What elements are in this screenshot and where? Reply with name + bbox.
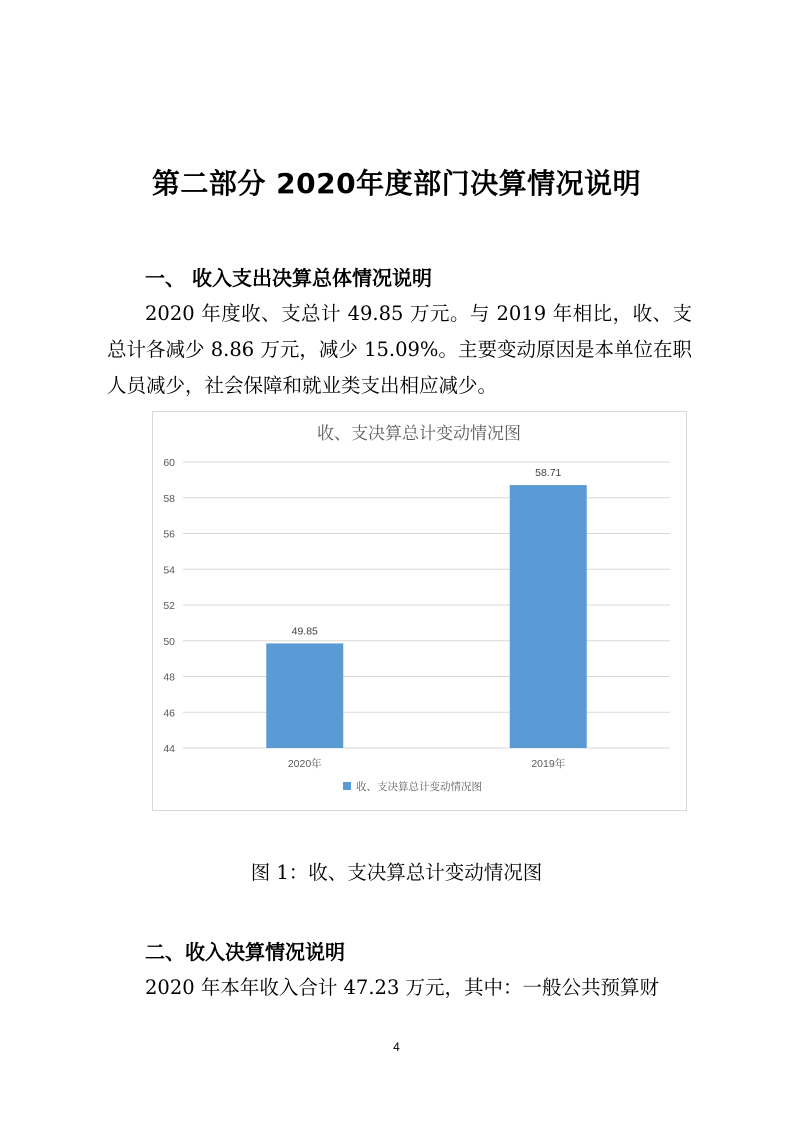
bar-chart: [153, 412, 686, 810]
figure-caption: 图 1：收、支决算总计变动情况图: [250, 861, 543, 884]
data-label: 58.71: [535, 467, 562, 480]
bar: [266, 643, 343, 748]
y-tick-label: 50: [163, 635, 175, 648]
section-paragraph-2: [107, 970, 692, 1006]
section-heading-1: 一、 收入支出决算总体情况说明: [145, 266, 432, 290]
legend-swatch: [343, 782, 351, 790]
section-heading-2: 二、收入决算情况说明: [145, 940, 345, 964]
x-tick-label: 2019年: [531, 758, 566, 770]
y-tick-label: 52: [163, 600, 175, 612]
y-tick-label: 60: [163, 457, 175, 469]
chart-title: 收、支决算总计变动情况图: [317, 424, 521, 443]
page-title: 第二部分 2020年度部门决算情况说明: [151, 167, 642, 200]
paragraph-text: 2020 年度收、支总计 49.85 万元。与 2019 年相比，收、支总计各减少 8.86 万元，减少 15.09%。主要变动原因是本单位在职人员减少，社会保障和就业类支出相应减少。: [107, 302, 692, 397]
y-tick-label: 56: [163, 528, 175, 541]
bar: [510, 485, 587, 748]
y-tick-label: 58: [163, 492, 175, 505]
section-paragraph-1: [107, 296, 692, 404]
legend-label: 收、支决算总计变动情况图: [356, 781, 482, 793]
y-tick-label: 44: [163, 743, 175, 755]
x-tick-label: 2020年: [287, 758, 322, 770]
paragraph-text: 2020 年本年收入合计 47.23 万元，其中：一般公共预算财: [145, 976, 660, 999]
page-number: 4: [393, 1040, 400, 1054]
data-label: 49.85: [291, 625, 318, 638]
chart-container: [152, 411, 687, 811]
y-tick-label: 48: [163, 671, 175, 684]
y-tick-label: 54: [163, 564, 175, 577]
y-tick-label: 46: [163, 707, 175, 720]
